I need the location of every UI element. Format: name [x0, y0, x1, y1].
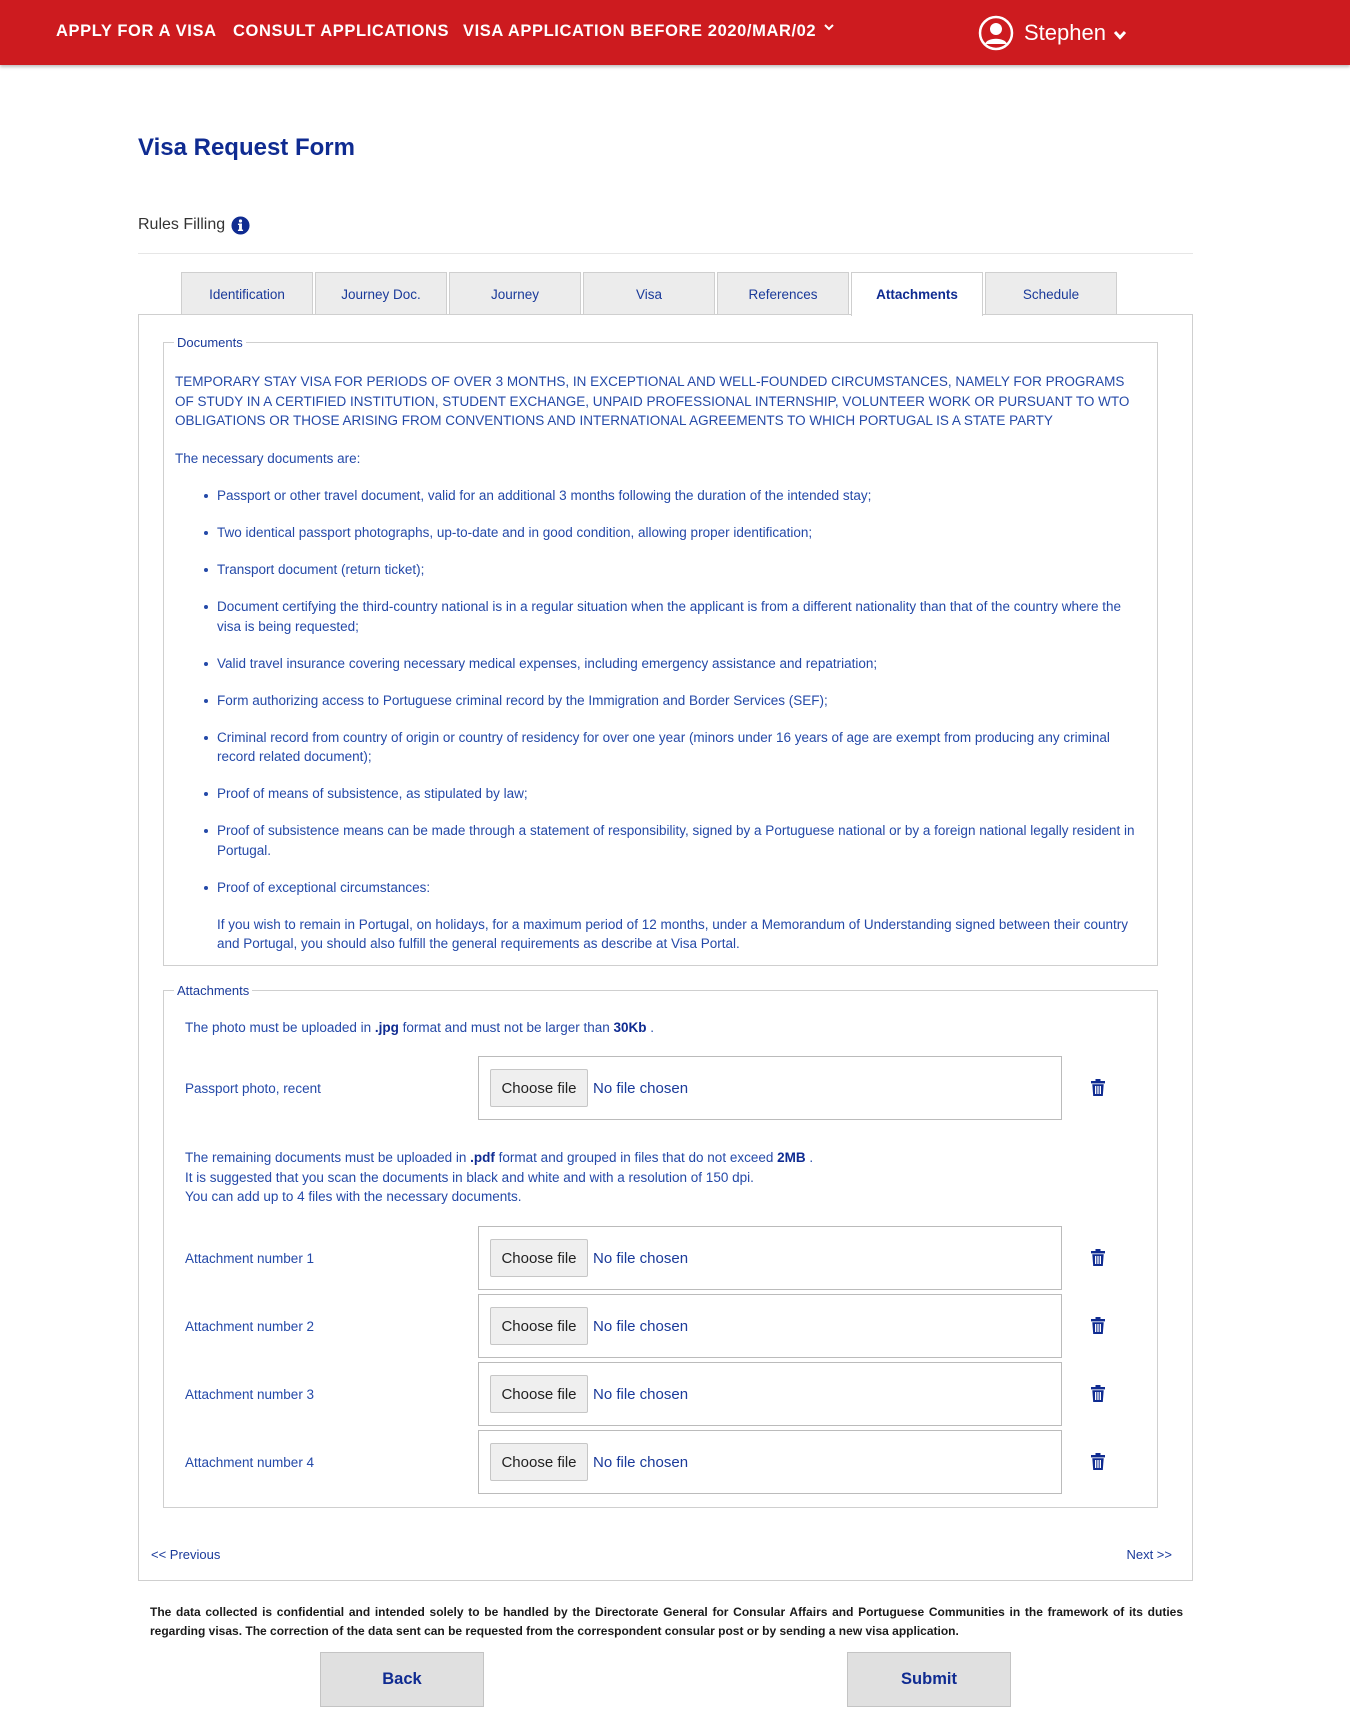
passport-photo-file-input[interactable] — [478, 1056, 1062, 1120]
attachment-label: Attachment number 4 — [185, 1454, 315, 1470]
attachment-row-1 — [164, 1226, 1157, 1290]
attachment-label: Attachment number 1 — [185, 1250, 315, 1266]
tab-schedule[interactable]: Schedule — [985, 272, 1117, 315]
trash-icon[interactable] — [1091, 1317, 1105, 1334]
choose-file-button[interactable]: Choose file — [490, 1375, 588, 1413]
choose-file-button[interactable]: Choose file — [490, 1443, 588, 1481]
attachment-2-file-input[interactable] — [478, 1294, 1062, 1358]
info-icon[interactable] — [231, 216, 250, 235]
choose-file-button[interactable]: Choose file — [490, 1239, 588, 1277]
attachment-row-2 — [164, 1294, 1157, 1358]
nav-consult-applications[interactable]: CONSULT APPLICATIONS — [233, 22, 450, 40]
next-link[interactable]: Next >> — [1126, 1547, 1172, 1562]
photo-upload-rule — [185, 1018, 654, 1038]
trash-icon[interactable] — [1091, 1249, 1105, 1266]
list-item: Two identical passport photographs, up-to-date and in good condition, allowing proper identification; — [217, 523, 1145, 543]
document-upload-rule — [185, 1148, 813, 1168]
attachment-row-4 — [164, 1430, 1157, 1494]
documents-legend: Documents — [177, 335, 243, 350]
list-item: Valid travel insurance covering necessary medical expenses, including emergency assistance and repatriation; — [217, 654, 1145, 674]
user-avatar-icon — [978, 15, 1014, 51]
rule-size: 30Kb — [613, 1020, 647, 1035]
rule-format: .jpg — [374, 1020, 399, 1035]
attachment-label: Attachment number 3 — [185, 1386, 315, 1402]
choose-file-button[interactable]: Choose file — [490, 1069, 588, 1107]
chevron-down-icon[interactable] — [1112, 27, 1128, 43]
tab-identification[interactable]: Identification — [181, 272, 313, 315]
rule-text: format and must not be larger than — [398, 1020, 614, 1035]
tab-attachments[interactable]: Attachments — [851, 272, 983, 316]
divider — [138, 253, 1193, 254]
tab-journey[interactable]: Journey — [449, 272, 581, 315]
attachments-legend: Attachments — [177, 983, 250, 998]
passport-photo-row — [164, 1056, 1157, 1120]
documents-fieldset — [163, 335, 1158, 966]
holiday-note: If you wish to remain in Portugal, on holidays, for a maximum period of 12 months, under a Memorandum of Understanding signed between their country and Portugal, you should also fulfill the general requirements as describe at Visa Portal. — [217, 916, 1128, 951]
list-item: Document certifying the third-country national is in a regular situation when the applicant is from a different nationality than that of the country where the visa is being requested; — [217, 597, 1145, 636]
list-item: Criminal record from country of origin or country of residency for over one year (minors under 16 years of age are exempt from producing any criminal record related document); — [217, 728, 1145, 767]
attachment-label: Attachment number 2 — [185, 1318, 315, 1334]
file-status: No file chosen — [593, 1249, 689, 1267]
page-title: Visa Request Form — [138, 134, 355, 161]
visa-type-description: TEMPORARY STAY VISA FOR PERIODS OF OVER 3 MONTHS, IN EXCEPTIONAL AND WELL-FOUNDED CIRCUMSTANCES, NAMELY FOR PROGRAMS OF STUDY IN A CERTIFIED INSTITUTION, STUDENT EXCHANGE, UNPAID PROFESSIONAL INTERNSHIP, VOLUNTEER WORK OR PURSUANT TO WTO OBLIGATIONS OR THOSE ARISING FROM CONVENTIONS AND INTERNATIONAL AGREEMENTS TO WHICH PORTUGAL IS A STATE PARTY — [175, 374, 1130, 428]
rule-format: .pdf — [470, 1150, 495, 1165]
trash-icon[interactable] — [1091, 1453, 1105, 1470]
rule-text: The photo must be uploaded in — [185, 1020, 375, 1035]
max-files-note: You can add up to 4 files with the necessary documents. — [185, 1189, 522, 1204]
attachment-3-file-input[interactable] — [478, 1362, 1062, 1426]
rule-text: . — [805, 1150, 814, 1165]
trash-icon[interactable] — [1091, 1385, 1105, 1402]
privacy-disclaimer: The data collected is confidential and intended solely to be handled by the Directorate General for Consular Affairs and Portuguese Communities in the framework of its duties regarding visas. The correction of the data sent can be requested from the correspondent consular post or by sending a new visa application. — [150, 1605, 1183, 1638]
nav-apply-for-visa[interactable]: APPLY FOR A VISA — [56, 22, 217, 40]
back-button[interactable]: Back — [320, 1652, 484, 1707]
list-item: Proof of means of subsistence, as stipulated by law; — [217, 784, 1145, 804]
chevron-down-icon[interactable] — [822, 20, 836, 34]
list-item: Passport or other travel document, valid for an additional 3 months following the duration of the intended stay; — [217, 486, 1145, 506]
rule-text: format and grouped in files that do not exceed — [494, 1150, 778, 1165]
list-item: Proof of exceptional circumstances: — [217, 878, 1145, 898]
attachment-row-3 — [164, 1362, 1157, 1426]
list-item: Form authorizing access to Portuguese criminal record by the Immigration and Border Services (SEF); — [217, 691, 1145, 711]
attachment-1-file-input[interactable] — [478, 1226, 1062, 1290]
rules-filling[interactable] — [138, 214, 250, 236]
documents-content — [175, 372, 1145, 954]
file-status: No file chosen — [593, 1385, 689, 1403]
attachments-fieldset — [163, 983, 1158, 1508]
choose-file-button[interactable]: Choose file — [490, 1307, 588, 1345]
previous-link[interactable]: << Previous — [151, 1547, 221, 1562]
scan-suggestion: It is suggested that you scan the documents in black and white and with a resolution of 150 dpi. — [185, 1169, 754, 1185]
rules-filling-label: Rules Filling — [138, 216, 226, 233]
user-name[interactable]: Stephen — [1024, 20, 1106, 45]
necessary-documents-label: The necessary documents are: — [175, 450, 361, 466]
attachment-4-file-input[interactable] — [478, 1430, 1062, 1494]
rule-text: The remaining documents must be uploaded in — [185, 1150, 471, 1165]
tab-journey-doc[interactable]: Journey Doc. — [315, 272, 447, 315]
nav-visa-before-2020[interactable]: VISA APPLICATION BEFORE 2020/MAR/02 — [463, 22, 817, 40]
rule-text: . — [646, 1020, 655, 1035]
passport-photo-label: Passport photo, recent — [185, 1080, 321, 1096]
rule-size: 2MB — [777, 1150, 806, 1165]
user-menu[interactable] — [978, 15, 1128, 51]
tab-panel — [138, 314, 1193, 1581]
file-status: No file chosen — [593, 1079, 689, 1097]
file-status: No file chosen — [593, 1317, 689, 1335]
list-item: Proof of subsistence means can be made through a statement of responsibility, signed by a Portuguese national or by a foreign national legally resident in Portugal. — [217, 821, 1145, 860]
list-item: Transport document (return ticket); — [217, 560, 1145, 580]
top-nav-bar — [0, 0, 1350, 65]
documents-list — [175, 486, 1145, 897]
submit-button[interactable]: Submit — [847, 1652, 1011, 1707]
trash-icon[interactable] — [1091, 1079, 1105, 1096]
tab-visa[interactable]: Visa — [583, 272, 715, 315]
file-status: No file chosen — [593, 1453, 689, 1471]
tab-references[interactable]: References — [717, 272, 849, 315]
